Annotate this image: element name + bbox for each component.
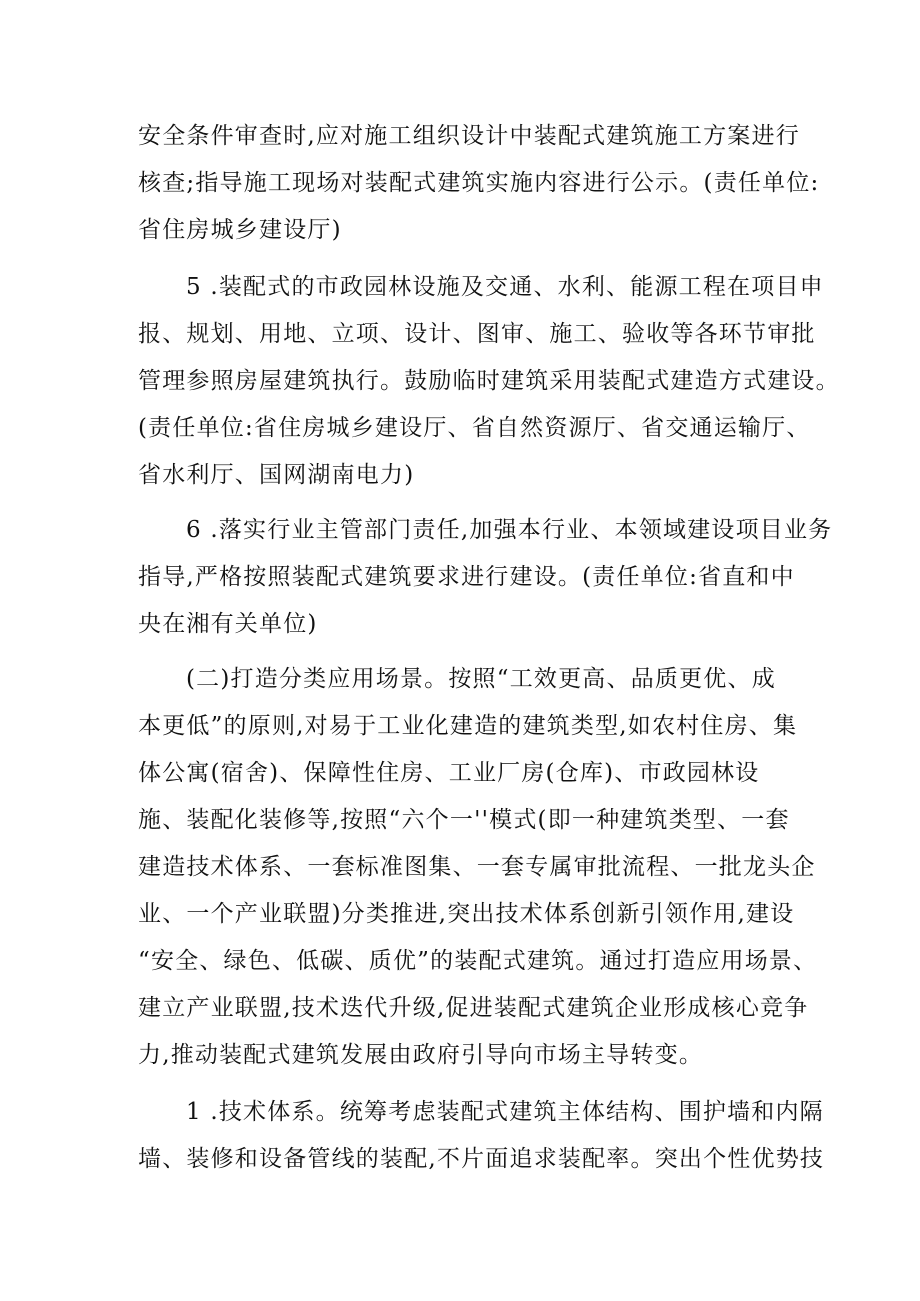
- text-line: 省水利厅、国网湖南电力): [138, 462, 415, 488]
- text-line: 6 .落实行业主管部门责任,加强本行业、本领域建设项目业务: [186, 517, 833, 543]
- text-line: “安全、绿色、低碳、质优”的装配式建筑。通过打造应用场景、: [138, 948, 818, 974]
- text-line: 业、一个产业联盟)分类推进,突出技术体系创新引领作用,建设: [138, 901, 795, 927]
- text-line: 省住房城乡建设厅): [138, 217, 342, 243]
- text-line: 体公寓(宿舍)、保障性住房、工业厂房(仓库)、市政园林设: [138, 760, 760, 786]
- text-line: 力,推动装配式建筑发展由政府引导向市场主导转变。: [138, 1042, 704, 1068]
- text-line: 报、规划、用地、立项、设计、图审、施工、验收等各环节审批: [138, 321, 816, 347]
- text-line: 本更低”的原则,对易于工业化建造的建筑类型,如农村住房、集: [138, 713, 798, 739]
- text-line: 建造技术体系、一套标准图集、一套专属审批流程、一批龙头企: [138, 854, 816, 880]
- text-line: 核查;指导施工现场对装配式建筑实施内容进行公示。(责任单位:: [138, 170, 820, 196]
- text-line: 墙、装修和设备管线的装配,不片面追求装配率。突出个性优势技: [138, 1146, 825, 1172]
- text-line: 管理参照房屋建筑执行。鼓励临时建筑采用装配式建造方式建设。: [138, 368, 840, 394]
- text-line: 5 .装配式的市政园林设施及交通、水利、能源工程在项目申: [186, 274, 824, 300]
- text-line: 安全条件审查时,应对施工组织设计中装配式建筑施工方案进行: [138, 123, 800, 149]
- text-line: 建立产业联盟,技术迭代升级,促进装配式建筑企业形成核心竞争: [138, 995, 809, 1021]
- text-line: 施、装配化装修等,按照“六个一''模式(即一种建筑类型、一套: [138, 807, 790, 833]
- text-line: 央在湘有关单位): [138, 611, 318, 637]
- text-line: 1 .技术体系。统筹考虑装配式建筑主体结构、围护墙和内隔: [186, 1099, 824, 1125]
- text-line: 指导,严格按照装配式建筑要求进行建设。(责任单位:省直和中: [138, 564, 795, 590]
- text-line: (责任单位:省住房城乡建设厅、省自然资源厅、省交通运输厅、: [138, 415, 811, 441]
- text-line: (二)打造分类应用场景。按照“工效更高、品质更优、成: [186, 666, 776, 692]
